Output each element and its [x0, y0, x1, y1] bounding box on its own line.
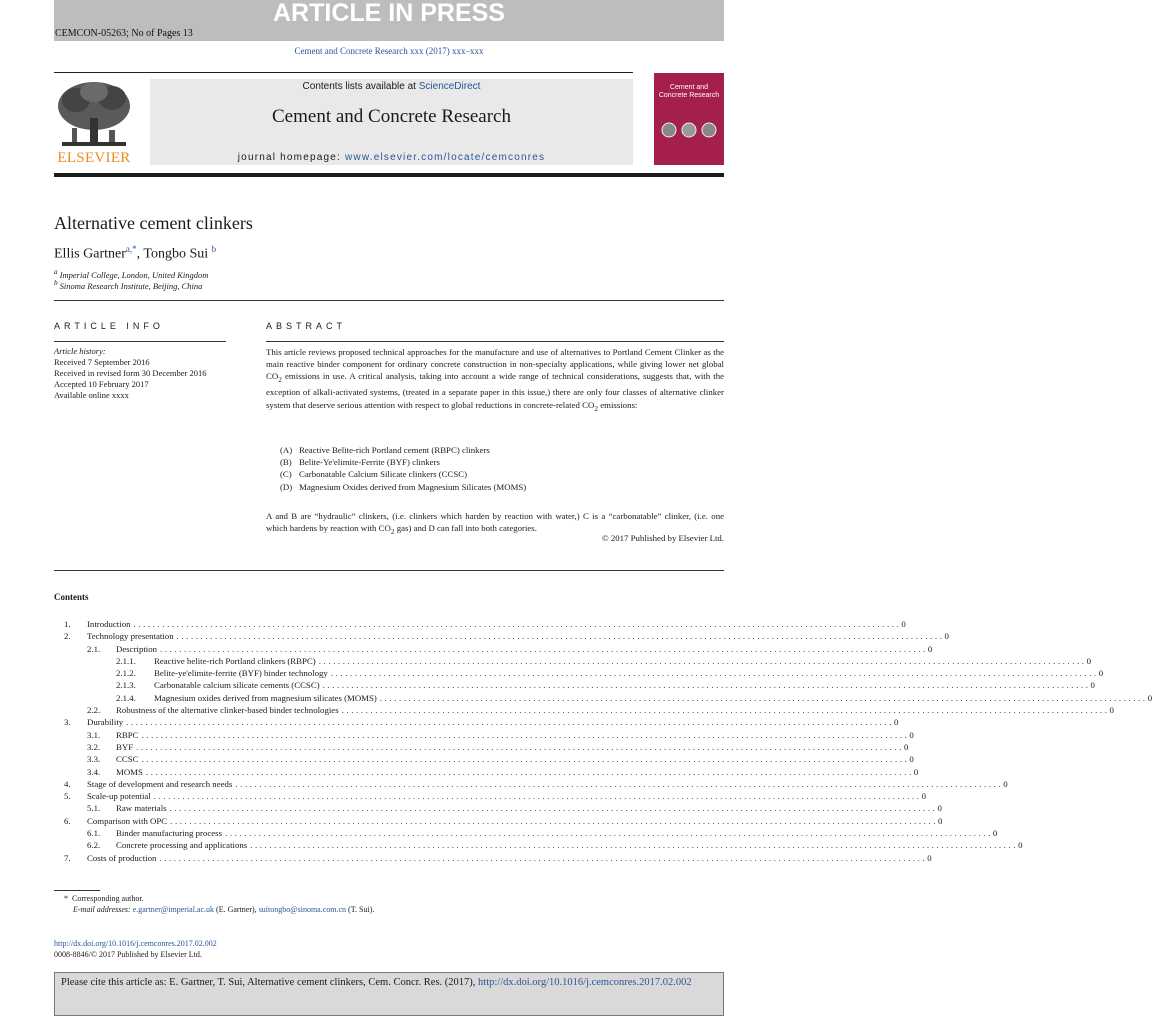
footnote-corresponding [64, 893, 144, 904]
paper-title: Alternative cement clinkers [54, 213, 253, 233]
history-received: Received 7 September 2016 [54, 357, 150, 367]
toc-entry-body [154, 679, 1095, 691]
toc-entry-body [116, 729, 914, 741]
toc-page-number: 0 [937, 803, 942, 814]
toc-title[interactable]: Raw materials [116, 802, 170, 814]
toc-title[interactable]: RBPC [116, 729, 142, 741]
toc-title[interactable]: Durability [87, 716, 126, 728]
email-label: E-mail addresses: [73, 905, 131, 914]
affiliation-b [54, 279, 202, 291]
toc-number: 2. [64, 631, 71, 642]
toc-page-number: 0 [1147, 692, 1152, 703]
toc-page-number: 0 [909, 754, 914, 765]
toc-number: 2.2. [87, 705, 101, 716]
list-text: Magnesium Oxides derived from Magnesium Silicates (MOMS) [299, 481, 527, 492]
toc-number: 6.1. [87, 828, 101, 839]
toc-entry-body [154, 692, 1152, 704]
manuscript-ref: CEMCON-05263; No of Pages 13 [55, 28, 193, 39]
toc-number: 7. [64, 852, 71, 863]
toc-number: 2.1. [87, 643, 101, 654]
author-sui[interactable]: Tongbo Sui [143, 246, 209, 262]
history-label: Article history: [54, 346, 106, 356]
toc-entry-body [154, 667, 1104, 679]
toc-title[interactable]: MOMS [116, 766, 146, 778]
toc-title[interactable]: Reactive belite-rich Portland clinkers (RBPC) [154, 655, 319, 667]
toc-number: 3.4. [87, 766, 101, 777]
cite-doi-link[interactable]: http://dx.doi.org/10.1016/j.cemconres.2017.02.002 [478, 977, 692, 988]
toc-entry[interactable] [54, 766, 919, 778]
toc-entry[interactable] [54, 679, 1095, 691]
list-text: Belite-Ye'elimite-Ferrite (BYF) clinkers [299, 457, 440, 468]
toc-title[interactable]: CCSC [116, 753, 142, 765]
clinker-class-list [280, 444, 526, 493]
journal-citation-line[interactable]: Cement and Concrete Research xxx (2017) xxx–xxx [294, 46, 484, 56]
toc-title[interactable]: Scale-up potential [87, 790, 154, 802]
toc-number: 5.1. [87, 803, 101, 814]
cover-rings-graphic [657, 120, 721, 140]
toc-leader-dots: ................................................................................................................................................................ [136, 741, 904, 752]
author-list [54, 244, 216, 263]
toc-title[interactable]: Magnesium oxides derived from magnesium silicates (MOMS) [154, 692, 380, 704]
toc-entry[interactable] [54, 815, 943, 827]
toc-page-number: 0 [938, 815, 943, 826]
toc-entry-body [87, 630, 949, 642]
toc-entry[interactable] [54, 729, 914, 741]
toc-entry-body [116, 753, 914, 765]
subscript-2: 2 [390, 526, 395, 536]
journal-cover-title: Cement and Concrete Research [658, 84, 720, 99]
toc-title[interactable]: Stage of development and research needs [87, 778, 235, 790]
history-accepted: Accepted 10 February 2017 [54, 379, 149, 389]
toc-entry-body [116, 704, 1114, 716]
list-key: (C) [280, 469, 292, 480]
toc-entry-body [116, 766, 919, 778]
toc-entry[interactable] [54, 753, 914, 765]
toc-leader-dots: ................................................................................................................................................................ [160, 643, 928, 654]
toc-leader-dots: ................................................................................................................................................................ [126, 717, 895, 728]
toc-number: 5. [64, 791, 71, 802]
toc-title[interactable]: Robustness of the alternative clinker-based binder technologies [116, 704, 342, 716]
cite-text: Please cite this article as: E. Gartner, T. Sui, Alternative cement clinkers, Cem. Concr. Res. (2017), [61, 977, 479, 988]
list-item [280, 481, 526, 493]
toc-page-number: 0 [1003, 778, 1008, 789]
toc-entry[interactable] [54, 618, 906, 630]
author-gartner-marks[interactable]: a,* [125, 244, 137, 254]
toc-entry-body [87, 618, 906, 630]
toc-leader-dots: ................................................................................................................................................................ [141, 729, 910, 740]
masthead-bottom-rule [54, 173, 724, 177]
toc-title[interactable]: Introduction [87, 618, 134, 630]
article-info-heading: ARTICLE INFO [54, 321, 164, 331]
sciencedirect-link[interactable]: ScienceDirect [418, 81, 481, 92]
toc-entry[interactable] [54, 852, 932, 864]
contents-available-line [150, 81, 633, 92]
list-text: Reactive Belite-rich Portland cement (RBPC) clinkers [299, 445, 490, 455]
toc-entry[interactable] [54, 778, 1008, 790]
affiliation-b-text: Sinoma Research Institute, Beijing, China [59, 280, 203, 291]
email-sui-link[interactable]: suitongbo@sinoma.com.cn [258, 905, 347, 914]
toc-entry-body [116, 643, 933, 655]
toc-page-number: 0 [1098, 668, 1104, 679]
list-item [280, 468, 526, 480]
toc-leader-dots: ................................................................................................................................................................ [318, 655, 1087, 666]
toc-page-number: 0 [1109, 705, 1114, 716]
toc-leader-dots: ................................................................................................................................................................ [145, 766, 914, 777]
list-text: Carbonatable Calcium Silicate clinkers (CCSC) [299, 469, 468, 480]
toc-page-number: 0 [1086, 655, 1092, 666]
homepage-label: journal homepage: [237, 152, 342, 163]
issn-copyright: 0008-8846/© 2017 Published by Elsevier Ltd. [54, 950, 202, 959]
toc-title[interactable]: Comparison with OPC [87, 815, 170, 827]
toc-leader-dots: ................................................................................................................................................................ [235, 778, 1004, 789]
toc-number: 2.1.2. [116, 668, 136, 679]
toc-leader-dots: ................................................................................................................................................................ [159, 852, 928, 863]
article-info-rule [54, 341, 226, 342]
toc-entry-body [87, 852, 932, 864]
contents-heading: Contents [54, 592, 89, 602]
toc-page-number: 0 [927, 643, 933, 654]
toc-leader-dots: ................................................................................................................................................................ [379, 692, 1148, 703]
abstract-copyright: © 2017 Published by Elsevier Ltd. [601, 533, 724, 543]
cite-this-article-box [54, 972, 724, 1016]
homepage-url[interactable]: www.elsevier.com/locate/cemconres [345, 152, 546, 163]
title-rule [54, 300, 724, 301]
article-history [54, 346, 206, 401]
toc-page-number: 0 [901, 619, 906, 629]
list-item [280, 444, 526, 456]
toc-leader-dots: ................................................................................................................................................................ [225, 828, 993, 839]
toc-number: 1. [64, 619, 71, 629]
toc-entry[interactable] [54, 839, 1023, 851]
toc-entry-body [116, 741, 909, 753]
toc-number: 2.1.4. [116, 692, 136, 703]
toc-entry[interactable] [54, 655, 1092, 667]
toc-page-number: 0 [913, 766, 919, 777]
toc-entry-body [87, 716, 899, 728]
footnote-corresponding-text: Corresponding author. [72, 894, 144, 903]
toc-leader-dots: ................................................................................................................................................................ [153, 791, 922, 802]
email-gartner-link[interactable]: e.gartner@imperial.ac.uk [132, 905, 215, 914]
author-separator: , [136, 246, 144, 262]
toc-entry[interactable] [54, 704, 1114, 716]
abstract-text-part: emissions: [598, 399, 638, 410]
toc-entry[interactable] [54, 741, 909, 753]
history-revised: Received in revised form 30 December 2016 [54, 368, 207, 378]
toc-number: 4. [64, 778, 71, 789]
toc-title[interactable]: Technology presentation [87, 630, 177, 642]
email-sui-name: (T. Sui). [346, 905, 375, 914]
toc-entry[interactable] [54, 667, 1104, 679]
toc-leader-dots: ................................................................................................................................................................ [141, 754, 910, 765]
toc-title[interactable]: Belite-ye'elimite-ferrite (BYF) binder technology [154, 667, 331, 679]
journal-title[interactable]: Cement and Concrete Research [272, 106, 511, 127]
toc-number: 3.1. [87, 729, 101, 740]
toc-entry[interactable] [54, 802, 942, 814]
toc-leader-dots: ................................................................................................................................................................ [170, 815, 939, 826]
toc-entry-body [87, 778, 1008, 790]
affiliation-b-mark: b [54, 279, 58, 287]
toc-page-number: 0 [904, 741, 909, 752]
affiliation-a-mark: a [54, 268, 58, 276]
footnote-emails [73, 904, 374, 915]
toc-entry-body [87, 790, 927, 802]
toc-page-number: 0 [927, 852, 932, 863]
history-online: Available online xxxx [54, 390, 129, 400]
toc-leader-dots: ................................................................................................................................................................ [176, 631, 945, 642]
elsevier-wordmark: ELSEVIER [57, 150, 131, 166]
abstract-text-part: emissions in use. A critical analysis, taking into account a wide range of technical considerations, suggests that, with the exception of alkali-activated systems, (treated in a separate paper in this issue,) there are only four classes of alternative clinker system that deserve serious attention with respect to global reductions in concrete-related CO [266, 371, 724, 410]
abstract-text-part: A and B are “hydraulic” clinkers, (i.e. clinkers which harden by reaction with water,) C is a “carbonatable” clinker, (i.e. one which hardens by reaction with CO [266, 511, 724, 534]
subscript-2: 2 [594, 403, 598, 413]
toc-entry-body [116, 802, 942, 814]
toc-entry[interactable] [54, 790, 927, 802]
toc-page-number: 0 [992, 828, 998, 839]
list-key: (D) [280, 481, 293, 492]
toc-title[interactable]: Binder manufacturing process [116, 827, 225, 839]
toc-entry[interactable] [54, 716, 899, 728]
doi-link[interactable]: http://dx.doi.org/10.1016/j.cemconres.2017.02.002 [54, 939, 217, 948]
toc-page-number: 0 [1090, 680, 1095, 691]
abstract-text-part: gas) and D can fall into both categories. [394, 523, 537, 534]
list-key: (A) [280, 445, 293, 455]
toc-leader-dots: ................................................................................................................................................................ [250, 840, 1019, 851]
list-key: (B) [280, 457, 292, 468]
toc-number: 6.2. [87, 840, 101, 851]
abstract-bottom-rule [54, 570, 724, 571]
toc-title[interactable]: Costs of production [87, 852, 159, 864]
toc-entry-body [87, 815, 943, 827]
toc-title[interactable]: Concrete processing and applications [116, 839, 250, 851]
subscript-2: 2 [278, 375, 282, 385]
abstract-paragraph-1 [266, 346, 724, 415]
author-sui-marks[interactable]: b [211, 244, 217, 254]
banner-title: ARTICLE IN PRESS [273, 0, 505, 27]
toc-leader-dots: ................................................................................................................................................................ [341, 705, 1110, 716]
toc-number: 6. [64, 815, 71, 826]
toc-page-number: 0 [944, 631, 949, 642]
toc-number: 3.3. [87, 754, 101, 765]
email-gartner-name: (E. Gartner), [214, 905, 259, 914]
list-item [280, 456, 526, 468]
toc-title[interactable]: BYF [116, 741, 136, 753]
toc-title[interactable]: Carbonatable calcium silicate cements (CCSC) [154, 679, 323, 691]
toc-title[interactable]: Description [116, 643, 160, 655]
affiliation-a-text: Imperial College, London, United Kingdom [59, 269, 209, 280]
toc-number: 3. [64, 717, 71, 728]
footnote-star: * [64, 894, 68, 903]
toc-entry[interactable] [54, 630, 949, 642]
toc-number: 2.1.3. [116, 680, 136, 691]
toc-entry-body [116, 827, 998, 839]
toc-entry[interactable] [54, 827, 998, 839]
toc-entry[interactable] [54, 692, 1152, 704]
table-of-contents [54, 618, 1152, 864]
abstract-text-part: This article reviews proposed technical approaches for the manufacture and use of alternatives to Portland Cement Clinker as the main reactive binder component for ordinary concrete construction in non-specialty applications, while giving lower net global CO [266, 347, 724, 382]
toc-page-number: 0 [1018, 840, 1023, 851]
toc-number: 2.1.1. [116, 655, 136, 666]
toc-entry[interactable] [54, 643, 933, 655]
toc-page-number: 0 [909, 729, 914, 740]
toc-leader-dots: ................................................................................................................................................................ [133, 619, 902, 629]
author-gartner[interactable]: Ellis Gartner [54, 246, 126, 262]
toc-leader-dots: ................................................................................................................................................................ [322, 680, 1091, 691]
toc-page-number: 0 [921, 791, 927, 802]
toc-entry-body [154, 655, 1092, 667]
toc-leader-dots: ................................................................................................................................................................ [330, 668, 1099, 679]
abstract-rule [266, 341, 724, 342]
footnote-rule [54, 890, 100, 891]
toc-page-number: 0 [894, 717, 899, 728]
journal-homepage [150, 152, 633, 163]
masthead-top-rule [54, 72, 633, 73]
toc-number: 3.2. [87, 741, 101, 752]
toc-leader-dots: ................................................................................................................................................................ [169, 803, 938, 814]
toc-entry-body [116, 839, 1023, 851]
abstract-heading: ABSTRACT [266, 321, 347, 331]
contents-prefix: Contents lists available at [302, 81, 416, 92]
